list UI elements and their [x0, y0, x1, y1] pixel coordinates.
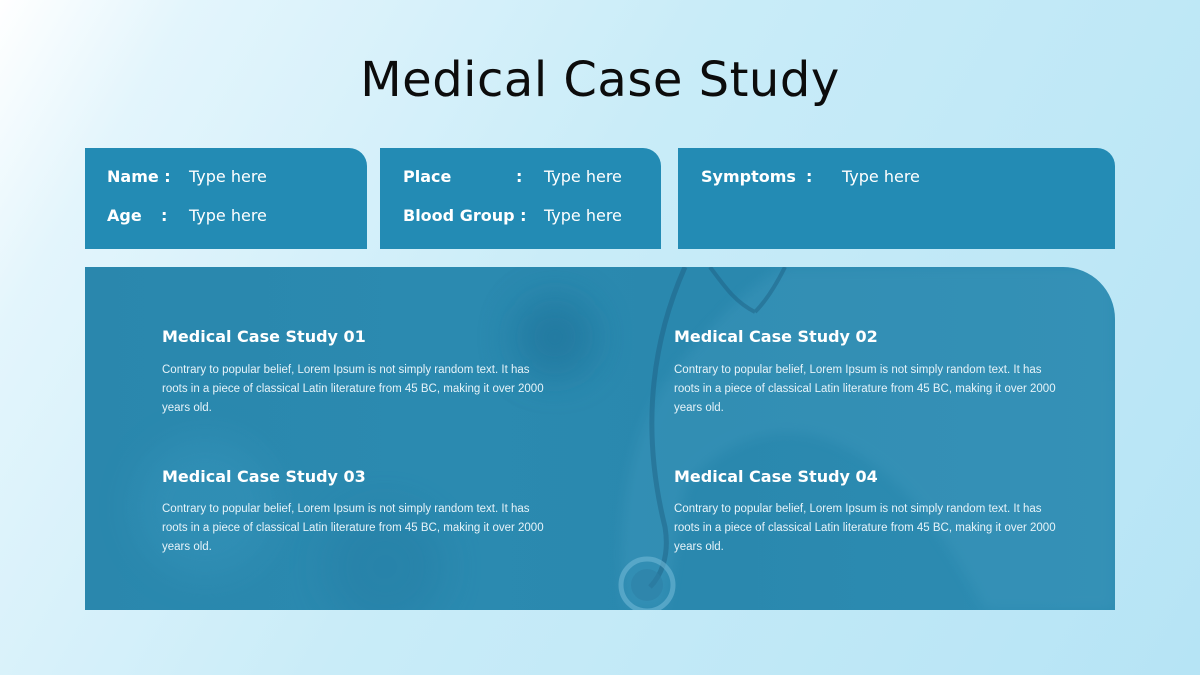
- age-value[interactable]: Type here: [189, 206, 267, 225]
- stethoscope-chestpiece: [631, 569, 663, 601]
- case-study-text: Contrary to popular belief, Lorem Ipsum is not simply random text. It has roots in a piece of classical Latin literature from 45 BC, making it over 2000 years old.: [674, 364, 1056, 414]
- symptoms-value[interactable]: Type here: [842, 167, 920, 186]
- case-study-title: Medical Case Study 04: [674, 467, 878, 486]
- age-label: Age: [107, 206, 142, 225]
- info-card-patient: [85, 148, 367, 249]
- symptoms-label: Symptoms: [701, 167, 796, 186]
- case-study-title: Medical Case Study 02: [674, 327, 878, 346]
- case-study-text: Contrary to popular belief, Lorem Ipsum is not simply random text. It has roots in a piece of classical Latin literature from 45 BC, making it over 2000 years old.: [162, 364, 544, 414]
- case-study-panel: [85, 267, 1115, 610]
- case-study-title: Medical Case Study 03: [162, 467, 366, 486]
- background-photo: [85, 267, 1115, 610]
- info-card-location: [380, 148, 661, 249]
- case-study-title: Medical Case Study 01: [162, 327, 366, 346]
- page-title: Medical Case Study: [360, 52, 840, 108]
- name-label: Name :: [107, 167, 171, 186]
- doctor-silhouette: [622, 267, 1115, 610]
- place-value[interactable]: Type here: [544, 167, 622, 186]
- age-colon: :: [161, 206, 168, 225]
- info-card-symptoms: [678, 148, 1115, 249]
- symptoms-colon: :: [806, 167, 813, 186]
- place-label: Place: [403, 167, 452, 186]
- name-value[interactable]: Type here: [189, 167, 267, 186]
- case-study-text: Contrary to popular belief, Lorem Ipsum is not simply random text. It has roots in a piece of classical Latin literature from 45 BC, making it over 2000 years old.: [162, 503, 544, 553]
- blood-group-label: Blood Group :: [403, 206, 527, 225]
- case-study-text: Contrary to popular belief, Lorem Ipsum is not simply random text. It has roots in a piece of classical Latin literature from 45 BC, making it over 2000 years old.: [674, 503, 1056, 553]
- place-colon: :: [516, 167, 523, 186]
- blood-group-value[interactable]: Type here: [544, 206, 622, 225]
